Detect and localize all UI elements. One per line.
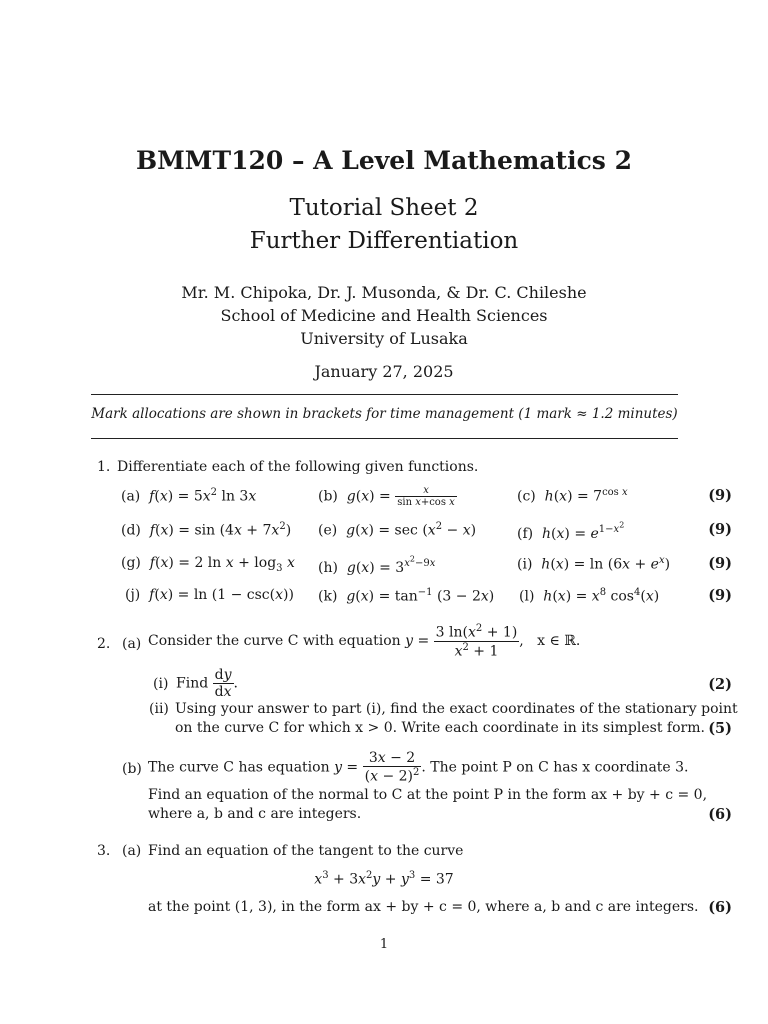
q1-mark-row1: (9)	[708, 487, 732, 504]
q2ai-statement: Find $\frac{dy}{dx}$ .	[176, 667, 238, 700]
q1-expr-f: h	[537, 525, 552, 542]
q1-label-b: (b)	[318, 488, 338, 505]
page-number: 1	[379, 937, 389, 952]
q1-label-f: (f)	[517, 525, 534, 542]
q1-mark-row2: (9)	[708, 521, 732, 538]
q3a-label: (a)	[122, 843, 142, 859]
q2a-label: (a)	[122, 636, 142, 652]
q2ai-derivative: $\frac{dy}{dx}$	[214, 667, 232, 700]
university: University of Lusaka	[300, 329, 468, 348]
q2b-mark: (6)	[708, 806, 732, 823]
q2a-fraction: $\frac{3 \ln(x^2 + 1)}{x^2 + 1}$	[435, 623, 518, 660]
q1-part-f: (f) $h(x) = e^{1-x^2}$	[517, 521, 625, 542]
q1-label-h: (h)	[318, 559, 338, 576]
q1-label-e: (e)	[318, 522, 338, 539]
q1-mark-row4: (9)	[708, 587, 732, 604]
q1-label-k: (k)	[318, 588, 338, 605]
q1-expr-c: h	[540, 488, 554, 505]
q1-expr-d: f	[145, 522, 155, 539]
q1-expr-l: h	[538, 588, 553, 605]
q1-expr-i: h	[536, 556, 551, 573]
q3a-mark: (6)	[708, 899, 732, 916]
top-rule	[91, 394, 678, 395]
q1-label-j: (j)	[125, 587, 141, 603]
q1-label-d: (d)	[121, 522, 141, 539]
q2-number: 2.	[97, 636, 111, 652]
topic-label: Further Differentiation	[249, 228, 519, 254]
q1-label-c: (c)	[517, 488, 536, 505]
q1-mark-row3: (9)	[708, 555, 732, 572]
q2b-fraction: $\frac{3x - 2}{(x - 2)^2}$	[364, 750, 420, 785]
q2b-text1: The curve C has equation	[148, 759, 330, 776]
q2aii-line2: on the curve C for which x > 0. Write each coordinate in its simplest form.	[175, 720, 705, 736]
mark-allocation-note: Mark allocations are shown in brackets for time management (1 mark ≈ 1.2 minutes)	[91, 406, 678, 422]
q1-label-i: (i)	[517, 556, 533, 573]
q1-part-b: (b) g(x) = $\frac{x}{\text{sin x+cos x}}$	[318, 485, 455, 508]
q1-frac-b: $\frac{x}{\text{sin x+cos x}}$	[397, 485, 455, 508]
q1-expr-b: g	[342, 488, 356, 505]
q1-expr-g: f	[145, 555, 155, 571]
q2aii-line1: Using your answer to part (i), find the exact coordinates of the stationary point	[175, 701, 738, 717]
q2a-statement: Consider the curve C with equation y = $\frac{3 \ln(x^2 + 1)}{x^2 + 1}$ , x ∈ ℝ.	[148, 623, 581, 660]
q2ai-text: Find	[176, 675, 209, 692]
q1-expr-e: g	[341, 522, 356, 539]
authors: Mr. M. Chipoka, Dr. J. Musonda, & Dr. C. Chileshe	[181, 283, 587, 302]
q1-part-i: (i) $h(x) = \ln (6x + e^x)$	[517, 555, 671, 573]
bottom-rule	[91, 438, 678, 439]
q1-label-a: (a)	[121, 488, 141, 505]
q2ai-mark: (2)	[708, 676, 732, 693]
q3a-equation: $x^3 + 3x^2y + y^3 = 37$	[314, 870, 454, 888]
q1-part-l: (l) $h(x) = x^8$ $\cos^4(x)$	[519, 587, 660, 605]
q2aii-mark: (5)	[708, 720, 732, 737]
q1-expr-a: f	[144, 488, 155, 505]
author-block	[0, 281, 768, 350]
document-title: BMMT120 – A Level Mathematics 2	[136, 146, 632, 175]
q1-part-k: (k) $g(x) = \tan^{-1} (3 - 2x)$	[318, 587, 495, 605]
q1-text: Differentiate each of the following given functions.	[117, 459, 479, 475]
q2ai-label: (i)	[153, 676, 169, 692]
q1-part-g: (g) f(x) = 2 $\ln x + \log_3 x$	[121, 555, 295, 574]
q1-part-c: (c) $h(x) = 7^{cos x}$	[517, 487, 628, 505]
q2b-line3: where a, b and c are integers.	[148, 806, 362, 822]
q3a-text: Find an equation of the tangent to the curve	[148, 843, 464, 859]
q3a-line3: at the point (1, 3), in the form ax + by + c = 0, where a, b and c are integers.	[148, 899, 699, 915]
q2a-text: Consider the curve C with equation	[148, 633, 401, 650]
q1-expr-h: g	[342, 559, 356, 576]
q1-number: 1.	[97, 459, 111, 475]
document-date: January 27, 2025	[314, 362, 454, 381]
q1-label-g: (g)	[121, 555, 141, 571]
q2b-line2: Find an equation of the normal to C at the point P in the form ax + by + c = 0,	[148, 787, 708, 803]
q2a-domain: x ∈ ℝ.	[537, 633, 581, 650]
q1-part-h: (h) $g(x) = 3^{x^2-9x}$	[318, 555, 436, 576]
q2b-text2: . The point P on C has x coordinate 3.	[421, 759, 689, 776]
q1-part-j: (j) f(x) = ln (1 − csc(x))	[125, 587, 294, 603]
q1-part-d: (d) $f(x) = \sin (4x + 7x^2)$	[121, 521, 292, 539]
q2b-label: (b)	[122, 761, 142, 777]
q1-part-e: (e) $g(x) = \sec (x^2 - x)$	[318, 521, 477, 539]
q1-expr-k: g	[341, 588, 356, 605]
school: School of Medicine and Health Sciences	[220, 306, 548, 325]
q1-part-a: (a) $f(x) = 5x^2$ ln 3x	[121, 487, 257, 505]
tutorial-sheet-label: Tutorial Sheet 2	[289, 195, 479, 221]
q2b-statement: The curve C has equation y = $\frac{3x - 2}{(x - 2)^2}$ . The point P on C has x coordinate 3.	[148, 750, 689, 785]
q1-label-l: (l)	[519, 588, 535, 605]
q2aii-label: (ii)	[149, 701, 169, 717]
q1-expr-j: f	[144, 587, 155, 603]
q3-number: 3.	[97, 843, 111, 859]
